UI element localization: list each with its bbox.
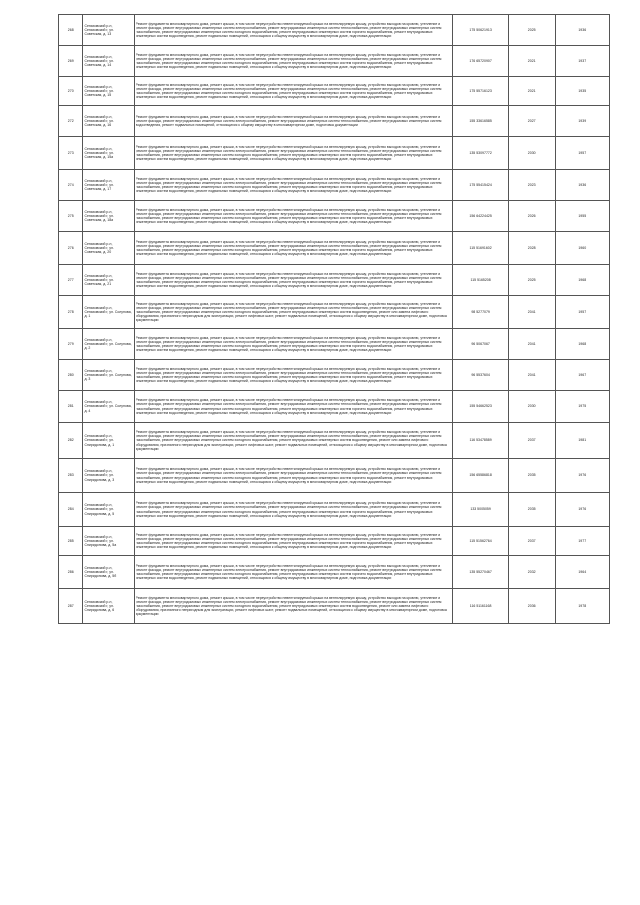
cell-built: 1957 xyxy=(555,296,609,329)
cell-year: 2027 xyxy=(508,106,555,137)
table-row xyxy=(59,232,610,265)
table-body xyxy=(59,15,610,624)
cell-cost: 156 64224425 xyxy=(453,201,509,232)
cell-address: Сепаховский р-н, Сепаховский г, ул. Спиридонова, д. 1 xyxy=(83,423,134,459)
cell-address: Сепаховский р-н, Сепаховский г, ул. Советская, д. 17 xyxy=(83,170,134,201)
table-row xyxy=(59,527,610,556)
cell-built: 1955 xyxy=(555,201,609,232)
cell-year: 2041 xyxy=(508,360,555,391)
cell-year: 2028 xyxy=(508,232,555,265)
cell-num: 272 xyxy=(59,106,83,137)
cell-works xyxy=(134,46,453,77)
cell-cost: 156 65586818 xyxy=(453,459,509,493)
cell-cost: 98 5277079 xyxy=(453,296,509,329)
table-row xyxy=(59,329,610,360)
cell-works-text: Ремонт фундамента многоквартирного дома, ремонт крыши, в том числе переустройство невентилируемой крыши на вентилируемую крышу, устройство выходов на кровлю, утепление и ремонт фасада, ремонт внутридомовых инженерных систем электроснабжения, ремонт внутридомовых инженерных систем теплоснабжения, ремонт внутридомовых инженерных систем газоснабжения, ремонт внутридомовых инженерных систем холодного водоснабжения, ремонт внутридомовых инженерных систем горячего водоснабжения, ремонт внутридомовых инженерных систем водоотведения, ремонт подвальных помещений, относящихся к общему имуществу в многоквартирном доме, подготовка документации xyxy=(135,176,442,194)
cell-works-text: Ремонт фундамента многоквартирного дома, ремонт крыши, в том числе переустройство невентилируемой крыши на вентилируемую крышу, устройство выходов на кровлю, утепление и ремонт фасада, ремонт внутридомовых инженерных систем электроснабжения, ремонт внутридомовых инженерных систем теплоснабжения, ремонт внутридомовых инженерных систем газоснабжения, ремонт внутридомовых инженерных систем холодного водоснабжения, ремонт внутридомовых инженерных систем горячего водоснабжения, ремонт внутридомовых инженерных систем водоотведения, ремонт подвальных помещений, относящихся к общему имуществу в многоквартирном доме, подготовка документации xyxy=(135,366,442,384)
table-row xyxy=(59,360,610,391)
cell-num: 281 xyxy=(59,391,83,423)
cell-built: 1936 xyxy=(555,170,609,201)
cell-cost: 176 65720907 xyxy=(453,46,509,77)
cell-built: 1957 xyxy=(555,137,609,170)
cell-built: 1981 xyxy=(555,423,609,459)
cell-built: 1967 xyxy=(555,360,609,391)
cell-cost: 155 54662523 xyxy=(453,391,509,423)
cell-cost: 115 51562764 xyxy=(453,527,509,556)
cell-address: Сепаховский р-н, Сепаховский г, ул. Советская, д. 20 xyxy=(83,232,134,265)
cell-address: Сепаховский р-н, Сепаховский г, ул. Солунова, д. 3 xyxy=(83,360,134,391)
cell-built: 1976 xyxy=(555,493,609,527)
cell-works xyxy=(134,296,453,329)
cell-built: 1968 xyxy=(555,265,609,296)
cell-cost: 155 33616585 xyxy=(453,106,509,137)
table-row xyxy=(59,46,610,77)
cell-num: 269 xyxy=(59,46,83,77)
cell-works-text: Ремонт фундамента многоквартирного дома, ремонт крыши, в том числе переустройство невентилируемой крыши на вентилируемую крышу, устройство выходов на кровлю, утепление и ремонт фасада, ремонт внутридомовых инженерных систем электроснабжения, ремонт внутридомовых инженерных систем теплоснабжения, ремонт внутридомовых инженерных систем газоснабжения, ремонт внутридомовых инженерных систем холодного водоснабжения, ремонт внутридомовых инженерных систем горячего водоснабжения, ремонт внутридомовых инженерных систем водоотведения, ремонт подвальных помещений, относящихся к общему имуществу в многоквартирном доме, подготовка документации xyxy=(135,52,442,70)
table-row xyxy=(59,15,610,46)
cell-num: 283 xyxy=(59,459,83,493)
cell-cost: 135 55270467 xyxy=(453,556,509,589)
cell-address: Сепаховский р-н, Сепаховский г, ул. Советская, д. 16 xyxy=(83,106,134,137)
table-row xyxy=(59,77,610,106)
cell-works xyxy=(134,15,453,46)
cell-works xyxy=(134,527,453,556)
table-row xyxy=(59,106,610,137)
cell-cost: 133 5005059 xyxy=(453,493,509,527)
cell-works-text: Ремонт фундамента многоквартирного дома, ремонт крыши, в том числе переустройство невентилируемой крыши на вентилируемую крышу, устройство выходов на кровлю, утепление и ремонт фасада, ремонт внутридомовых инженерных систем электроснабжения, ремонт внутридомовых инженерных систем теплоснабжения, ремонт внутридомовых инженерных систем водоотведения, ремонт подвальных помещений, относящихся к общему имуществу в многоквартирном доме, подготовка документации xyxy=(135,114,442,128)
cell-year: 2032 xyxy=(508,556,555,589)
cell-address: Сепаховский р-н, Сепаховский г, ул. Солунова, д. 1 xyxy=(83,296,134,329)
cell-works xyxy=(134,77,453,106)
table-row xyxy=(59,201,610,232)
cell-cost: 175 50621913 xyxy=(453,15,509,46)
cell-year: 2021 xyxy=(508,46,555,77)
table-row xyxy=(59,296,610,329)
cell-address: Сепаховский р-н, Сепаховский г, ул. Советская, д. 15а xyxy=(83,137,134,170)
cell-year: 2037 xyxy=(508,527,555,556)
table-row xyxy=(59,589,610,624)
cell-built: 1978 xyxy=(555,589,609,624)
cell-num: 277 xyxy=(59,265,83,296)
table-row xyxy=(59,556,610,589)
cell-works xyxy=(134,556,453,589)
cell-cost: 116 51161168 xyxy=(453,589,509,624)
cell-works xyxy=(134,329,453,360)
cell-year: 2023 xyxy=(508,170,555,201)
cell-num: 286 xyxy=(59,556,83,589)
cell-address: Сепаховский р-н, Сепаховский г, ул. Советская, д. 18а xyxy=(83,201,134,232)
cell-works-text: Ремонт фундамента многоквартирного дома, ремонт крыши, в том числе переустройство невентилируемой крыши на вентилируемую крышу, устройство выходов на кровлю, утепление и ремонт фасада, ремонт внутридомовых инженерных систем электроснабжения, ремонт внутридомовых инженерных систем теплоснабжения, ремонт внутридомовых инженерных систем газоснабжения, ремонт внутридомовых инженерных систем холодного водоснабжения, ремонт внутридомовых инженерных систем горячего водоснабжения, ремонт внутридомовых инженерных систем водоотведения, ремонт подвальных помещений, относящихся к общему имуществу в многоквартирном доме, подготовка документации xyxy=(135,271,442,289)
cell-num: 287 xyxy=(59,589,83,624)
cell-works-text: Ремонт фундамента многоквартирного дома, ремонт крыши, в том числе переустройство невентилируемой крыши на вентилируемую крышу, устройство выходов на кровлю, утепление и ремонт фасада, ремонт внутридомовых инженерных систем электроснабжения, ремонт внутридомовых инженерных систем теплоснабжения, ремонт внутридомовых инженерных систем газоснабжения, ремонт внутридомовых инженерных систем холодного водоснабжения, ремонт внутридомовых инженерных систем водоотведения, ремонт или замена лифтового оборудования, признанного непригодным для эксплуатации, ремонт лифтовых шахт, ремонт подвальных помещений, относящихся к общему имуществу в многоквартирном доме, подготовка документации xyxy=(135,301,447,323)
cell-year: 2037 xyxy=(508,423,555,459)
cell-year: 2025 xyxy=(508,265,555,296)
cell-works xyxy=(134,170,453,201)
cell-year: 2035 xyxy=(508,493,555,527)
cell-cost: 175 55716123 xyxy=(453,77,509,106)
cell-num: 276 xyxy=(59,232,83,265)
cell-num: 284 xyxy=(59,493,83,527)
cell-year: 2041 xyxy=(508,329,555,360)
cell-num: 282 xyxy=(59,423,83,459)
cell-works xyxy=(134,391,453,423)
cell-works-text: Ремонт фундамента многоквартирного дома, ремонт крыши, в том числе переустройство невентилируемой крыши на вентилируемую крышу, устройство выходов на кровлю, утепление и ремонт фасада, ремонт внутридомовых инженерных систем электроснабжения, ремонт внутридомовых инженерных систем теплоснабжения, ремонт внутридомовых инженерных систем газоснабжения, ремонт внутридомовых инженерных систем холодного водоснабжения, ремонт внутридомовых инженерных систем горячего водоснабжения, ремонт внутридомовых инженерных систем водоотведения, ремонт подвальных помещений, относящихся к общему имуществу в многоквартирном доме, подготовка документации xyxy=(135,239,442,257)
cell-num: 285 xyxy=(59,527,83,556)
cell-cost: 175 55415424 xyxy=(453,170,509,201)
table-row xyxy=(59,170,610,201)
table-row xyxy=(59,493,610,527)
cell-built: 1977 xyxy=(555,527,609,556)
cell-works xyxy=(134,423,453,459)
repair-program-table xyxy=(58,14,610,624)
cell-works xyxy=(134,360,453,391)
cell-works-text: Ремонт фундамента многоквартирного дома, ремонт крыши, в том числе переустройство невентилируемой крыши на вентилируемую крышу, устройство выходов на кровлю, утепление и ремонт фасада, ремонт внутридомовых инженерных систем электроснабжения, ремонт внутридомовых инженерных систем теплоснабжения, ремонт внутридомовых инженерных систем газоснабжения, ремонт внутридомовых инженерных систем холодного водоснабжения, ремонт внутридомовых инженерных систем горячего водоснабжения, ремонт внутридомовых инженерных систем водоотведения, ремонт подвальных помещений, относящихся к общему имуществу в многоквартирном доме, подготовка документации xyxy=(135,398,442,415)
table-row xyxy=(59,459,610,493)
cell-year: 2036 xyxy=(508,589,555,624)
cell-year: 2041 xyxy=(508,296,555,329)
table-row xyxy=(59,423,610,459)
cell-built: 1960 xyxy=(555,232,609,265)
cell-address: Сепаховский р-н, Сепаховский г, ул. Советская, д. 15 xyxy=(83,77,134,106)
cell-built: 1968 xyxy=(555,329,609,360)
cell-year: 2030 xyxy=(508,391,555,423)
cell-num: 275 xyxy=(59,201,83,232)
cell-num: 280 xyxy=(59,360,83,391)
cell-year: 2021 xyxy=(508,77,555,106)
cell-address: Сепаховский р-н, Сепаховский г, ул. Спиридонова, д. 5б xyxy=(83,556,134,589)
table-row xyxy=(59,137,610,170)
cell-num: 274 xyxy=(59,170,83,201)
cell-address: Сепаховский р-н, Сепаховский г, ул. Спиридонова, д. 3 xyxy=(83,459,134,493)
cell-year: 2026 xyxy=(508,201,555,232)
cell-address: Сепаховский р-н, Сепаховский г, ул. Советская, д. 14 xyxy=(83,46,134,77)
cell-cost: 115 5165208 xyxy=(453,265,509,296)
cell-works-text: Ремонт фундамента многоквартирного дома, ремонт крыши, в том числе переустройство невентилируемой крыши на вентилируемую крышу, устройство выходов на кровлю, утепление и ремонт фасада, ремонт внутридомовых инженерных систем электроснабжения, ремонт внутридомовых инженерных систем теплоснабжения, ремонт внутридомовых инженерных систем газоснабжения, ремонт внутридомовых инженерных систем холодного водоснабжения, ремонт внутридомовых инженерных систем водоотведения, ремонт или замена лифтового оборудования, признанного непригодным для эксплуатации, ремонт лифтовых шахт, ремонт подвальных помещений, относящихся к общему имуществу в многоквартирном доме, подготовка документации xyxy=(135,595,447,617)
cell-cost: 96 5537604 xyxy=(453,360,509,391)
cell-built: 1937 xyxy=(555,46,609,77)
cell-year: 2035 xyxy=(508,459,555,493)
cell-built: 1939 xyxy=(555,106,609,137)
cell-works-text: Ремонт фундамента многоквартирного дома, ремонт крыши, в том числе переустройство невентилируемой крыши на вентилируемую крышу, устройство выходов на кровлю, утепление и ремонт фасада, ремонт внутридомовых инженерных систем электроснабжения, ремонт внутридомовых инженерных систем теплоснабжения, ремонт внутридомовых инженерных систем газоснабжения, ремонт внутридомовых инженерных систем холодного водоснабжения, ремонт внутридомовых инженерных систем водоотведения, ремонт или замена лифтового оборудования, признанного непригодным для эксплуатации, ремонт лифтовых шахт, ремонт подвальных помещений, относящихся к общему имуществу в многоквартирном доме, подготовка документации xyxy=(135,430,447,451)
cell-works-text: Ремонт фундамента многоквартирного дома, ремонт крыши, в том числе переустройство невентилируемой крыши на вентилируемую крышу, устройство выходов на кровлю, утепление и ремонт фасада, ремонт внутридомовых инженерных систем электроснабжения, ремонт внутридомовых инженерных систем теплоснабжения, ремонт внутридомовых инженерных систем газоснабжения, ремонт внутридомовых инженерных систем холодного водоснабжения, ремонт внутридомовых инженерных систем горячего водоснабжения, ремонт внутридомовых инженерных систем водоотведения, ремонт подвальных помещений, относящихся к общему имуществу в многоквартирном доме, подготовка документации xyxy=(135,467,442,484)
cell-address: Сепаховский р-н, Сепаховский г, ул. Солунова, д. 4 xyxy=(83,391,134,423)
cell-cost: 135 53097772 xyxy=(453,137,509,170)
cell-num: 279 xyxy=(59,329,83,360)
cell-works-text: Ремонт фундамента многоквартирного дома, ремонт крыши, в том числе переустройство невентилируемой крыши на вентилируемую крышу, устройство выходов на кровлю, утепление и ремонт фасада, ремонт внутридомовых инженерных систем электроснабжения, ремонт внутридомовых инженерных систем теплоснабжения, ремонт внутридомовых инженерных систем газоснабжения, ремонт внутридомовых инженерных систем холодного водоснабжения, ремонт внутридомовых инженерных систем горячего водоснабжения, ремонт внутридомовых инженерных систем водоотведения, ремонт подвальных помещений, относящихся к общему имуществу в многоквартирном доме, подготовка документации xyxy=(135,501,442,518)
cell-address: Сепаховский р-н, Сепаховский г, ул. Советская, д. 21 xyxy=(83,265,134,296)
cell-built: 1976 xyxy=(555,459,609,493)
cell-works-text: Ремонт фундамента многоквартирного дома, ремонт крыши, в том числе переустройство невентилируемой крыши на вентилируемую крышу, устройство выходов на кровлю, утепление и ремонт фасада, ремонт внутридомовых инженерных систем электроснабжения, ремонт внутридомовых инженерных систем теплоснабжения, ремонт внутридомовых инженерных систем газоснабжения, ремонт внутридомовых инженерных систем холодного водоснабжения, ремонт внутридомовых инженерных систем горячего водоснабжения, ремонт внутридомовых инженерных систем водоотведения, ремонт подвальных помещений, относящихся к общему имуществу в многоквартирном доме, подготовка документации xyxy=(135,144,442,162)
cell-built: 1964 xyxy=(555,556,609,589)
table-row xyxy=(59,265,610,296)
cell-year: 2030 xyxy=(508,137,555,170)
cell-works-text: Ремонт фундамента многоквартирного дома, ремонт крыши, в том числе переустройство невентилируемой крыши на вентилируемую крышу, устройство выходов на кровлю, утепление и ремонт фасада, ремонт внутридомовых инженерных систем электроснабжения, ремонт внутридомовых инженерных систем теплоснабжения, ремонт внутридомовых инженерных систем газоснабжения, ремонт внутридомовых инженерных систем холодного водоснабжения, ремонт внутридомовых инженерных систем горячего водоснабжения, ремонт внутридомовых инженерных систем водоотведения, ремонт подвальных помещений, относящихся к общему имуществу в многоквартирном доме, подготовка документации xyxy=(135,335,442,353)
cell-works-text: Ремонт фундамента многоквартирного дома, ремонт крыши, в том числе переустройство невентилируемой крыши на вентилируемую крышу, устройство выходов на кровлю, утепление и ремонт фасада, ремонт внутридомовых инженерных систем электроснабжения, ремонт внутридомовых инженерных систем теплоснабжения, ремонт внутридомовых инженерных систем газоснабжения, ремонт внутридомовых инженерных систем холодного водоснабжения, ремонт внутридомовых инженерных систем горячего водоснабжения, ремонт внутридомовых инженерных систем водоотведения, ремонт подвальных помещений, относящихся к общему имуществу в многоквартирном доме, подготовка документации xyxy=(135,21,442,39)
table-row xyxy=(59,391,610,423)
cell-works-text: Ремонт фундамента многоквартирного дома, ремонт крыши, в том числе переустройство невентилируемой крыши на вентилируемую крышу, устройство выходов на кровлю, утепление и ремонт фасада, ремонт внутридомовых инженерных систем электроснабжения, ремонт внутридомовых инженерных систем теплоснабжения, ремонт внутридомовых инженерных систем газоснабжения, ремонт внутридомовых инженерных систем холодного водоснабжения, ремонт внутридомовых инженерных систем горячего водоснабжения, ремонт внутридомовых инженерных систем водоотведения, ремонт подвальных помещений, относящихся к общему имуществу в многоквартирном доме, подготовка документации xyxy=(135,82,442,100)
cell-address: Сепаховский р-н, Сепаховский г, ул. Спиридонова, д. 6 xyxy=(83,589,134,624)
cell-works xyxy=(134,201,453,232)
cell-built: 1935 xyxy=(555,77,609,106)
cell-cost: 115 51691602 xyxy=(453,232,509,265)
cell-address: Сепаховский р-н, Сепаховский г, ул. Солунова, д. 2 xyxy=(83,329,134,360)
cell-works xyxy=(134,106,453,137)
cell-built: 1936 xyxy=(555,15,609,46)
cell-address: Сепаховский р-н, Сепаховский г, ул. Спиридонова, д. 5 xyxy=(83,493,134,527)
cell-num: 268 xyxy=(59,15,83,46)
cell-cost: 96 5067067 xyxy=(453,329,509,360)
cell-works xyxy=(134,265,453,296)
cell-num: 273 xyxy=(59,137,83,170)
cell-address: Сепаховский р-н, Сепаховский г, ул. Советская, д. 13 xyxy=(83,15,134,46)
cell-cost: 116 53478589 xyxy=(453,423,509,459)
cell-works xyxy=(134,493,453,527)
cell-works xyxy=(134,589,453,624)
cell-num: 270 xyxy=(59,77,83,106)
cell-works xyxy=(134,459,453,493)
cell-address: Сепаховский р-н, Сепаховский г, ул. Спиридонова, д. 5а xyxy=(83,527,134,556)
cell-works xyxy=(134,137,453,170)
cell-works-text: Ремонт фундамента многоквартирного дома, ремонт крыши, в том числе переустройство невентилируемой крыши на вентилируемую крышу, устройство выходов на кровлю, утепление и ремонт фасада, ремонт внутридомовых инженерных систем электроснабжения, ремонт внутридомовых инженерных систем теплоснабжения, ремонт внутридомовых инженерных систем газоснабжения, ремонт внутридомовых инженерных систем холодного водоснабжения, ремонт внутридомовых инженерных систем горячего водоснабжения, ремонт внутридомовых инженерных систем водоотведения, ремонт подвальных помещений, относящихся к общему имуществу в многоквартирном доме, подготовка документации xyxy=(135,207,442,225)
cell-built: 1975 xyxy=(555,391,609,423)
cell-works-text: Ремонт фундамента многоквартирного дома, ремонт крыши, в том числе переустройство невентилируемой крыши на вентилируемую крышу, устройство выходов на кровлю, утепление и ремонт фасада, ремонт внутридомовых инженерных систем электроснабжения, ремонт внутридомовых инженерных систем теплоснабжения, ремонт внутридомовых инженерных систем газоснабжения, ремонт внутридомовых инженерных систем холодного водоснабжения, ремонт внутридомовых инженерных систем горячего водоснабжения, ремонт внутридомовых инженерных систем водоотведения, ремонт подвальных помещений, относящихся к общему имуществу в многоквартирном доме, подготовка документации xyxy=(135,532,442,550)
cell-num: 278 xyxy=(59,296,83,329)
cell-works-text: Ремонт фундамента многоквартирного дома, ремонт крыши, в том числе переустройство невентилируемой крыши на вентилируемую крышу, устройство выходов на кровлю, утепление и ремонт фасада, ремонт внутридомовых инженерных систем электроснабжения, ремонт внутридомовых инженерных систем теплоснабжения, ремонт внутридомовых инженерных систем газоснабжения, ремонт внутридомовых инженерных систем холодного водоснабжения, ремонт внутридомовых инженерных систем горячего водоснабжения, ремонт внутридомовых инженерных систем водоотведения, ремонт подвальных помещений, относящихся к общему имуществу в многоквартирном доме, подготовка документации xyxy=(135,563,442,581)
cell-works xyxy=(134,232,453,265)
cell-year: 2025 xyxy=(508,15,555,46)
